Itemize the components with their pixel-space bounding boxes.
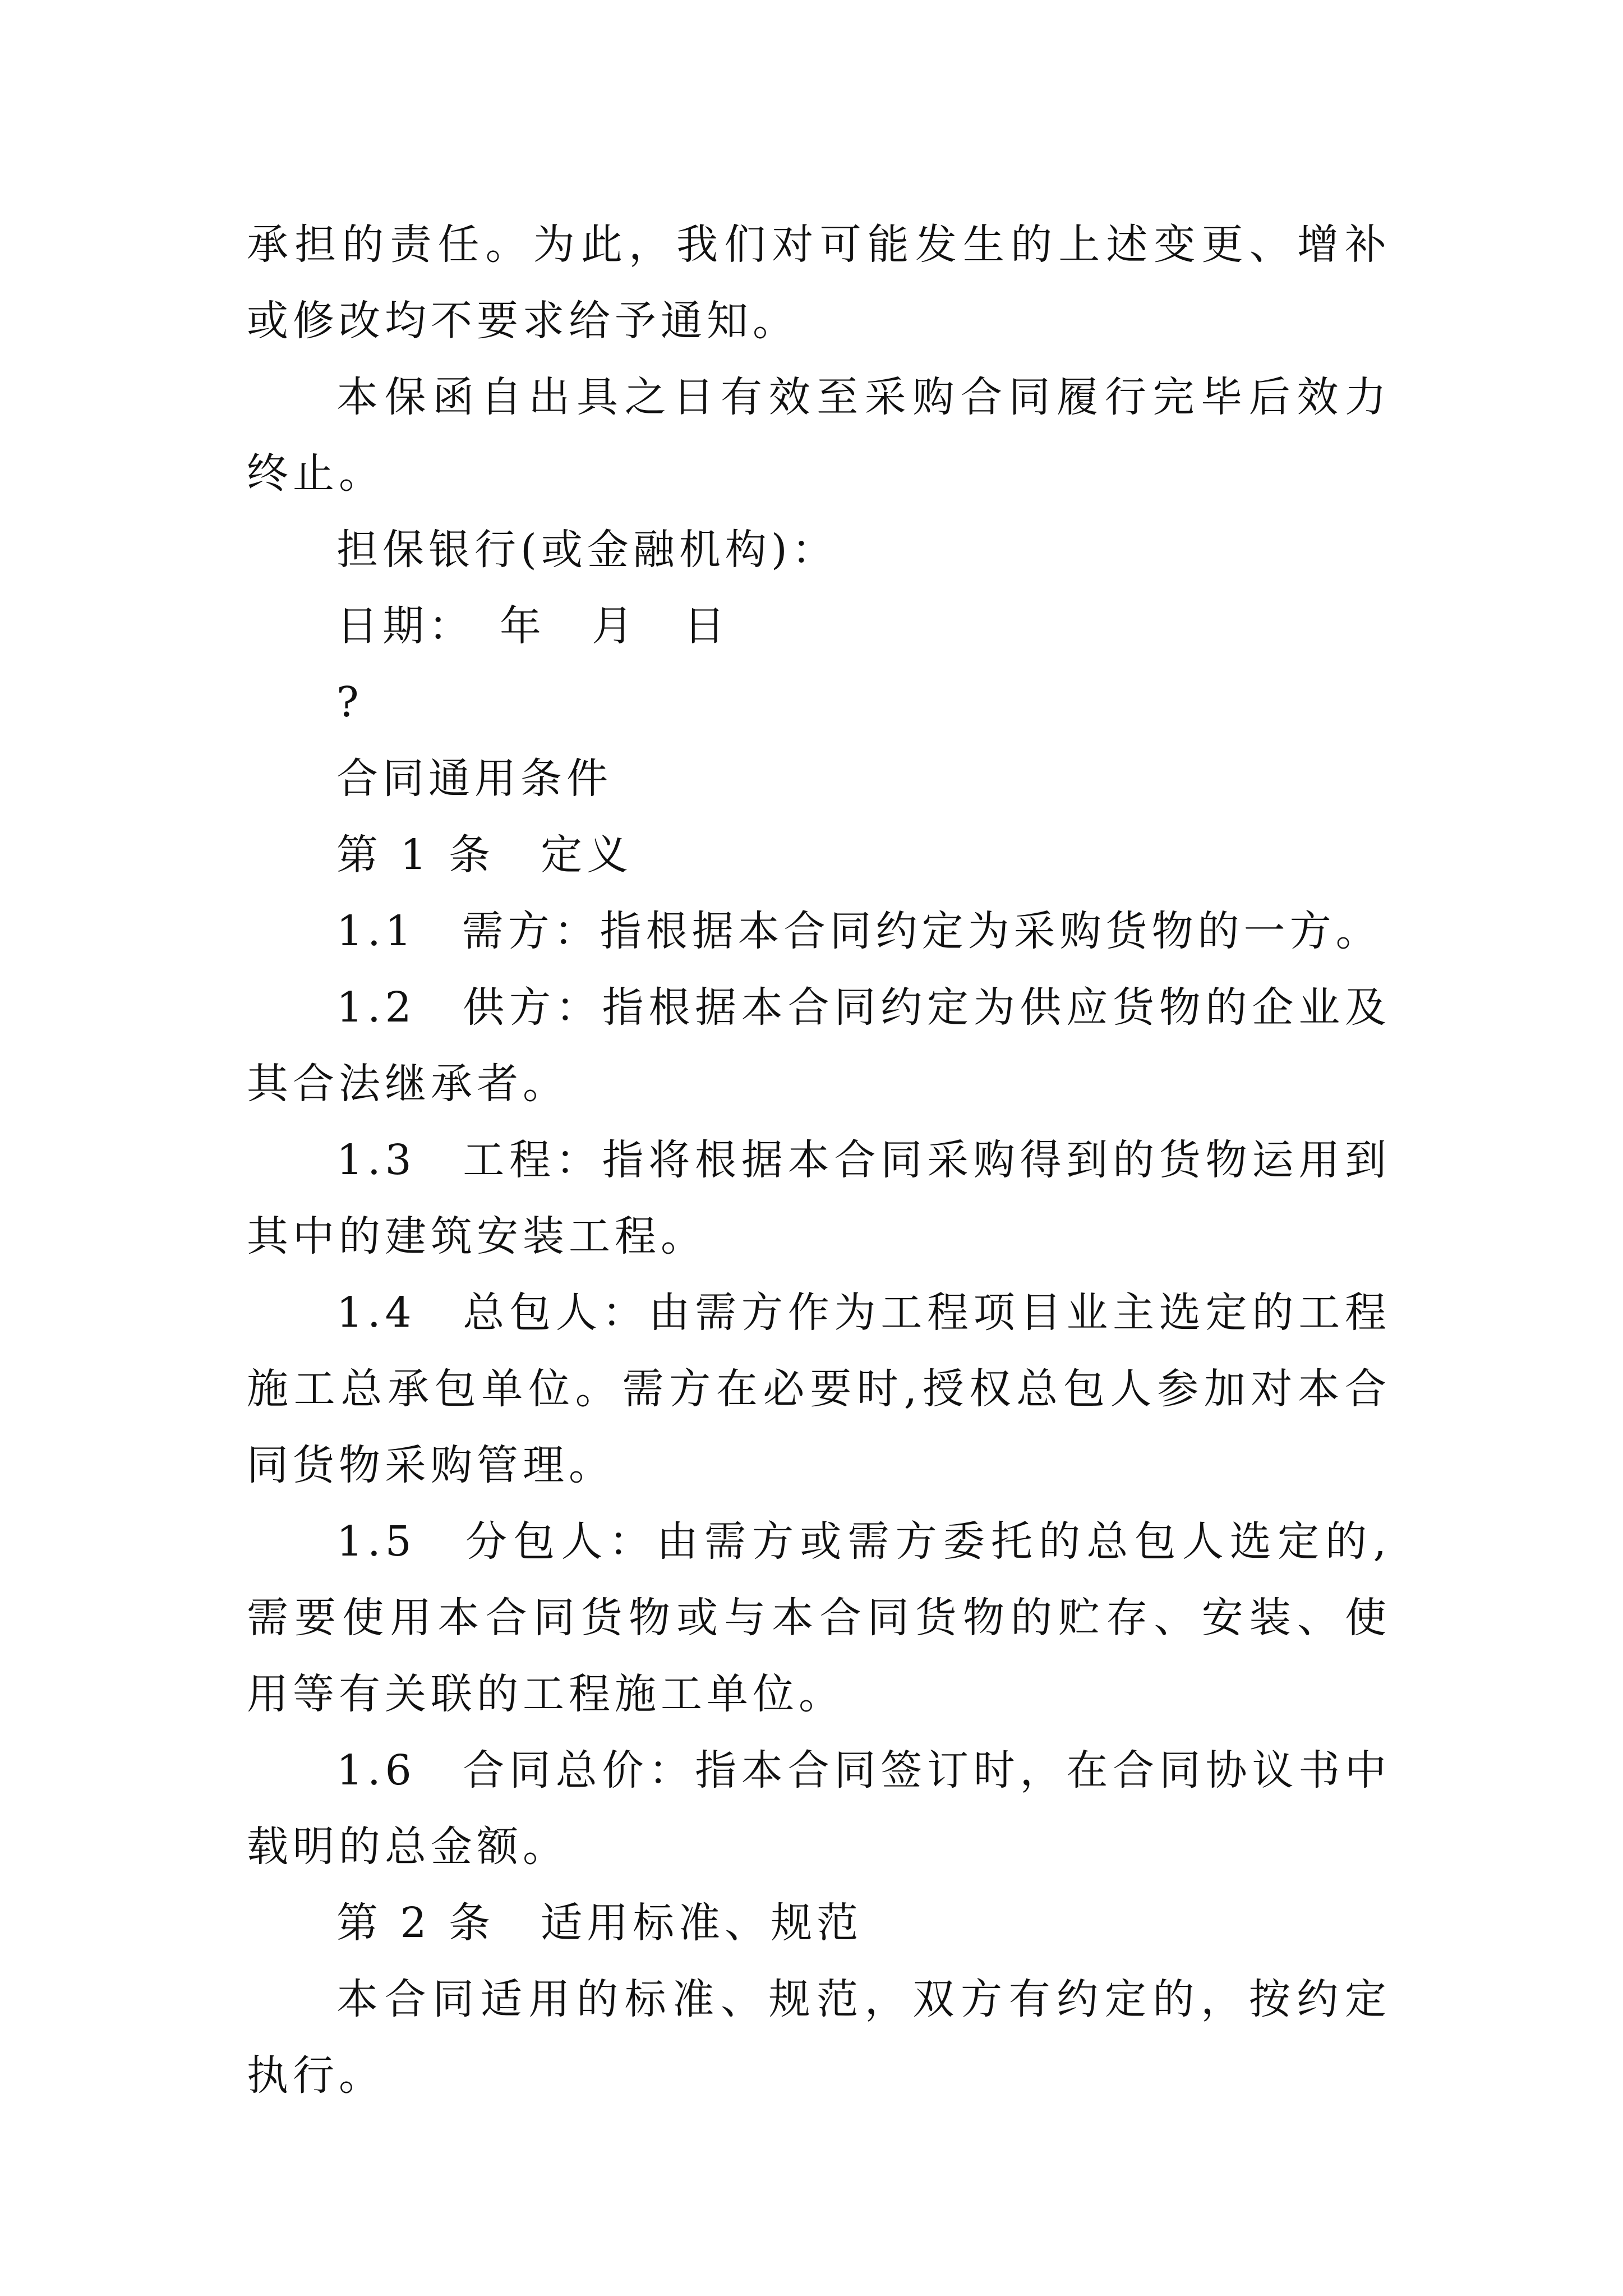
document-body (247, 206, 1391, 2114)
section-heading: 合同通用条件 (336, 754, 612, 803)
clause-1-1: 1.1 需方：指根据本合同约定为采购货物的一方。 (336, 907, 1382, 955)
article-1-heading: 第 1 条 定义 (336, 831, 633, 879)
clause-1-3: 1.3 工程：指将根据本合同采购得到的货物运用到其中的建筑安装工程。 (247, 1136, 1391, 1260)
guarantor-bank-line: 担保银行(或金融机构)： (336, 526, 838, 574)
clause-1-6: 1.6 合同总价：指本合同签订时，在合同协议书中载明的总金额。 (247, 1746, 1391, 1871)
date-line: 日期： 年 月 日 (336, 602, 730, 650)
article-2-body: 本合同适用的标准、规范，双方有约定的，按约定执行。 (247, 1975, 1391, 2100)
stray-mark: ? (336, 678, 363, 726)
paragraph-continuation: 承担的责任。为此，我们对可能发生的上述变更、增补或修改均不要求给予通知。 (247, 220, 1391, 345)
clause-1-4: 1.4 总包人：由需方作为工程项目业主选定的工程施工总承包单位。需方在必要时,授权总包人参加对本合同货物采购管理。 (247, 1289, 1391, 1489)
paragraph-validity: 本保函自出具之日有效至采购合同履行完毕后效力终止。 (247, 373, 1391, 498)
article-2-heading: 第 2 条 适用标准、规范 (336, 1899, 863, 1947)
clause-1-2: 1.2 供方：指根据本合同约定为供应货物的企业及其合法继承者。 (247, 983, 1391, 1108)
clause-1-5: 1.5 分包人：由需方或需方委托的总包人选定的,需要使用本合同货物或与本合同货物的贮存、安装、使用等有关联的工程施工单位。 (247, 1517, 1391, 1718)
